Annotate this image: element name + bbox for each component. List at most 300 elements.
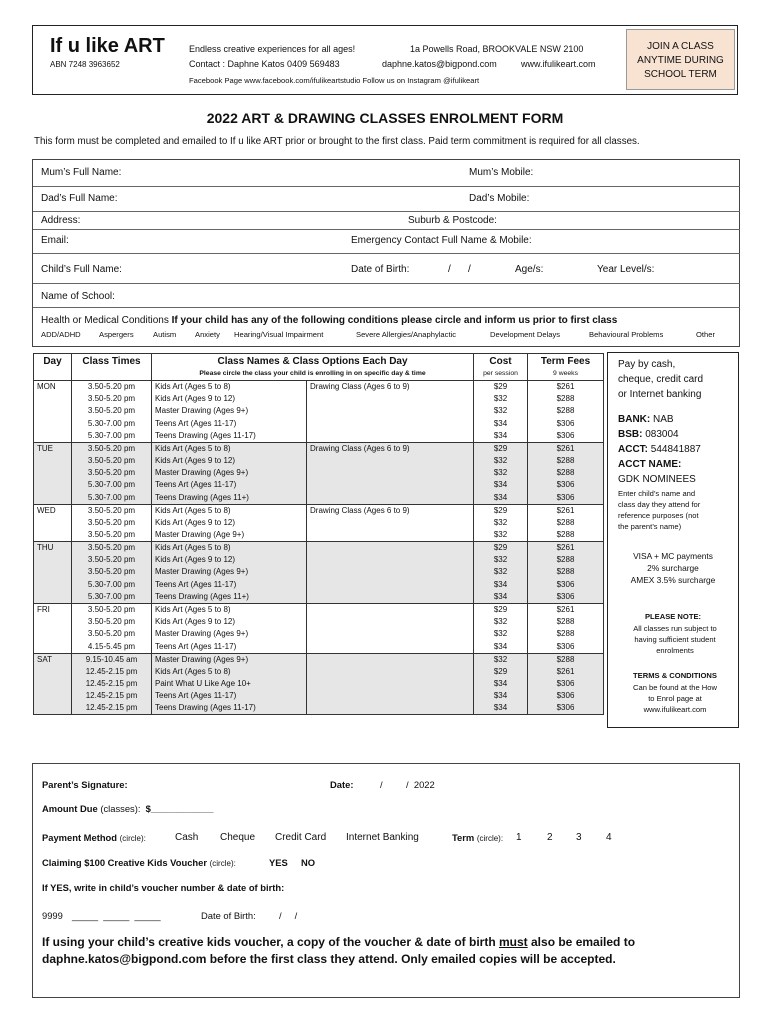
class-name-cell[interactable]: Teens Art (Ages 11-17)	[152, 479, 307, 491]
divider	[33, 186, 740, 187]
fee-cell: $288	[528, 628, 604, 640]
day-cell	[34, 628, 72, 640]
time-cell: 5.30-7.00 pm	[72, 479, 152, 491]
fee-cell: $261	[528, 381, 604, 394]
class-option-cell[interactable]	[307, 405, 474, 417]
amount-due-sub: (classes):	[100, 803, 141, 814]
class-option-cell[interactable]	[307, 628, 474, 640]
class-row[interactable]	[34, 616, 604, 628]
cost-cell: $29	[474, 381, 528, 394]
day-group-3	[34, 542, 604, 604]
amount-due-input[interactable]: $____________	[145, 803, 214, 814]
mum-name-field[interactable]: Mum’s Full Name:	[41, 167, 122, 178]
date-label: Date:	[330, 779, 354, 790]
note-line: having sufficient student	[634, 635, 716, 644]
cost-cell: $34	[474, 641, 528, 654]
class-name-cell[interactable]: Kids Art (Ages 5 to 8)	[152, 666, 307, 678]
fee-cell: $261	[528, 442, 604, 455]
class-row[interactable]	[34, 381, 604, 394]
condition-option[interactable]: Severe Allergies/Anaphylactic	[356, 330, 457, 339]
acct-name-label: ACCT NAME:	[618, 459, 682, 470]
class-row[interactable]	[34, 455, 604, 467]
class-name-cell[interactable]: Teens Art (Ages 11-17)	[152, 418, 307, 430]
payment-option-cash[interactable]: Cash	[175, 832, 199, 843]
voucher-instructions: If YES, write in child’s voucher number & date of birth:	[42, 882, 285, 893]
fee-cell: $288	[528, 393, 604, 405]
day-cell	[34, 492, 72, 505]
dad-mobile-field[interactable]: Dad’s Mobile:	[469, 193, 530, 204]
time-cell: 12.45-2.15 pm	[72, 690, 152, 702]
class-row[interactable]	[34, 579, 604, 591]
class-name-cell[interactable]: Teens Art (Ages 11-17)	[152, 641, 307, 654]
payment-method-row	[42, 832, 146, 843]
class-row[interactable]	[34, 628, 604, 640]
class-option-cell[interactable]	[307, 678, 474, 690]
class-row[interactable]	[34, 430, 604, 443]
divider	[33, 253, 740, 254]
time-cell: 12.45-2.15 pm	[72, 702, 152, 715]
condition-option[interactable]: ADD/ADHD	[41, 330, 81, 339]
dob-field[interactable]: Date of Birth:	[351, 264, 410, 275]
fee-cell: $261	[528, 542, 604, 555]
divider	[33, 307, 740, 308]
day-group-2	[34, 504, 604, 541]
fee-cell: $306	[528, 418, 604, 430]
time-cell: 3.50-5.20 pm	[72, 517, 152, 529]
cost-cell: $32	[474, 517, 528, 529]
contact: Contact : Daphne Katos 0409 569483	[189, 59, 340, 69]
payment-method-label: Payment Method	[42, 832, 118, 843]
bsb-line: BSB: 083004	[618, 429, 679, 440]
class-option-cell[interactable]	[307, 579, 474, 591]
class-row[interactable]	[34, 666, 604, 678]
day-cell	[34, 554, 72, 566]
cost-cell: $34	[474, 690, 528, 702]
term-label: Term	[452, 832, 475, 843]
voucher-prefix: 9999	[42, 910, 63, 921]
time-cell: 5.30-7.00 pm	[72, 418, 152, 430]
voucher-no-option[interactable]: NO	[301, 857, 316, 868]
divider	[33, 229, 740, 230]
pay-line: Pay by cash,	[618, 359, 676, 370]
fee-cell: $288	[528, 405, 604, 417]
class-row[interactable]	[34, 566, 604, 578]
cost-cell: $29	[474, 542, 528, 555]
day-cell	[34, 690, 72, 702]
condition-option[interactable]: Anxiety	[195, 330, 220, 339]
times-header: Class Times	[72, 354, 152, 381]
class-name-cell[interactable]: Master Drawing (Age 9+)	[152, 529, 307, 542]
class-option-cell[interactable]: Drawing Class (Ages 6 to 9)	[307, 381, 474, 394]
time-cell: 3.50-5.20 pm	[72, 442, 152, 455]
class-row[interactable]	[34, 702, 604, 715]
day-group-0	[34, 381, 604, 443]
class-option-cell[interactable]	[307, 479, 474, 491]
note-title: PLEASE NOTE:	[644, 612, 702, 621]
age-field[interactable]: Age/s:	[515, 264, 544, 275]
class-row[interactable]	[34, 418, 604, 430]
day-cell: THU	[34, 542, 72, 555]
time-cell: 12.45-2.15 pm	[72, 666, 152, 678]
day-cell: TUE	[34, 442, 72, 455]
fee-cell: $288	[528, 467, 604, 479]
time-cell: 3.50-5.20 pm	[72, 566, 152, 578]
day-cell	[34, 430, 72, 443]
surcharge-line: VISA + MC payments	[633, 551, 713, 561]
condition-option[interactable]: Autism	[153, 330, 177, 339]
email-link[interactable]: daphne.katos@bigpond.com	[382, 59, 497, 69]
condition-option[interactable]: Development Delays	[490, 330, 561, 339]
day-cell	[34, 418, 72, 430]
day-cell	[34, 517, 72, 529]
voucher-label: Claiming $100 Creative Kids Voucher	[42, 857, 207, 868]
cost-cell: $29	[474, 603, 528, 616]
suburb-field[interactable]: Suburb & Postcode:	[408, 215, 497, 226]
time-cell: 5.30-7.00 pm	[72, 591, 152, 604]
website-link[interactable]: www.ifulikeart.com	[521, 59, 596, 69]
fee-cell: $306	[528, 492, 604, 505]
voucher-email-note: If using your child’s creative kids voucher, a copy of the voucher & date of birth must also be emailed to daphne.katos@bigpond.com before the first class they attend. Only emailed copies will be accepted.	[42, 935, 636, 966]
day-cell	[34, 479, 72, 491]
day-cell	[34, 529, 72, 542]
class-option-cell[interactable]	[307, 603, 474, 616]
voucher-dob-input[interactable]: / /	[279, 910, 298, 921]
fee-cell: $306	[528, 591, 604, 604]
year-level-field[interactable]: Year Level/s:	[597, 264, 655, 275]
class-row[interactable]	[34, 690, 604, 702]
class-name-cell[interactable]: Kids Art (Ages 9 to 12)	[152, 455, 307, 467]
cost-cell: $34	[474, 479, 528, 491]
bank-line: BANK: NAB	[618, 414, 674, 425]
class-row[interactable]	[34, 393, 604, 405]
brand-name: If u like ART	[50, 35, 165, 57]
day-cell	[34, 591, 72, 604]
time-cell: 3.50-5.20 pm	[72, 603, 152, 616]
condition-option[interactable]: Behavioural Problems	[589, 330, 664, 339]
fee-cell: $288	[528, 616, 604, 628]
payment-option-cheque[interactable]: Cheque	[220, 832, 256, 843]
time-cell: 5.30-7.00 pm	[72, 430, 152, 443]
terms-line: Can be found at the How	[632, 683, 717, 692]
class-name-cell[interactable]: Paint What U Like Age 10+	[152, 678, 307, 690]
cost-cell: $34	[474, 591, 528, 604]
day-cell: FRI	[34, 603, 72, 616]
term-option-4[interactable]: 4	[606, 832, 612, 843]
class-row[interactable]	[34, 641, 604, 654]
surcharge-line: 2% surcharge	[647, 563, 699, 573]
voucher-row	[42, 857, 236, 868]
class-row[interactable]	[34, 405, 604, 417]
note-line: All classes run subject to	[633, 624, 717, 633]
term-row	[452, 832, 503, 843]
cost-cell: $32	[474, 467, 528, 479]
class-name-cell[interactable]: Teens Art (Ages 11-17)	[152, 690, 307, 702]
payment-method-sub: (circle):	[119, 834, 146, 843]
tagline: Endless creative experiences for all ages!	[189, 44, 356, 54]
join-line-1: JOIN A CLASS	[647, 41, 714, 52]
condition-option[interactable]: Aspergers	[99, 330, 134, 339]
class-option-cell[interactable]	[307, 542, 474, 555]
dob-slash: /	[448, 264, 451, 275]
day-cell: SAT	[34, 653, 72, 666]
class-option-cell[interactable]: Drawing Class (Ages 6 to 9)	[307, 442, 474, 455]
fee-cell: $306	[528, 641, 604, 654]
day-cell	[34, 566, 72, 578]
cost-cell: $32	[474, 628, 528, 640]
class-option-cell[interactable]	[307, 653, 474, 666]
cost-header: Cost per session	[474, 354, 528, 381]
ref-line: the parent’s name)	[618, 522, 682, 531]
condition-option[interactable]: Other	[696, 330, 715, 339]
day-cell	[34, 702, 72, 715]
cost-cell: $32	[474, 566, 528, 578]
class-name-cell[interactable]: Teens Art (Ages 11-17)	[152, 579, 307, 591]
cost-cell: $34	[474, 579, 528, 591]
class-name-cell[interactable]: Kids Art (Ages 5 to 8)	[152, 542, 307, 555]
class-name-cell[interactable]: Teens Drawing (Ages 11-17)	[152, 702, 307, 715]
time-cell: 3.50-5.20 pm	[72, 504, 152, 517]
terms-link[interactable]: www.ifulikeart.com	[643, 705, 707, 714]
class-name-cell[interactable]: Kids Art (Ages 9 to 12)	[152, 616, 307, 628]
class-option-cell[interactable]	[307, 455, 474, 467]
time-cell: 3.50-5.20 pm	[72, 554, 152, 566]
school-field[interactable]: Name of School:	[41, 291, 115, 302]
fee-cell: $288	[528, 455, 604, 467]
fee-cell: $288	[528, 566, 604, 578]
fee-cell: $261	[528, 666, 604, 678]
day-group-4	[34, 603, 604, 653]
class-row[interactable]	[34, 603, 604, 616]
day-header: Day	[34, 354, 72, 381]
time-cell: 9.15-10.45 am	[72, 653, 152, 666]
class-name-cell[interactable]: Teens Drawing (Ages 11-17)	[152, 430, 307, 443]
join-line-2: ANYTIME DURING	[637, 55, 724, 66]
note-line: enrolments	[656, 646, 694, 655]
mum-mobile-field[interactable]: Mum’s Mobile:	[469, 167, 534, 178]
class-name-cell[interactable]: Master Drawing (Ages 9+)	[152, 405, 307, 417]
fee-cell: $288	[528, 517, 604, 529]
term-sub: (circle):	[476, 834, 504, 843]
class-option-cell[interactable]	[307, 529, 474, 542]
class-name-cell[interactable]: Master Drawing (Ages 9+)	[152, 628, 307, 640]
class-option-cell[interactable]	[307, 666, 474, 678]
class-row[interactable]	[34, 492, 604, 505]
cost-cell: $29	[474, 442, 528, 455]
fee-cell: $261	[528, 603, 604, 616]
class-name-cell[interactable]: Kids Art (Ages 5 to 8)	[152, 381, 307, 394]
class-row[interactable]	[34, 442, 604, 455]
condition-option[interactable]: Hearing/Visual Impairment	[234, 330, 324, 339]
day-cell	[34, 405, 72, 417]
time-cell: 5.30-7.00 pm	[72, 492, 152, 505]
class-row[interactable]	[34, 529, 604, 542]
cost-cell: $29	[474, 504, 528, 517]
class-name-cell[interactable]: Kids Art (Ages 9 to 12)	[152, 554, 307, 566]
class-row[interactable]	[34, 591, 604, 604]
class-option-cell[interactable]	[307, 430, 474, 443]
voucher-yes-option[interactable]: YES	[269, 857, 288, 868]
fee-cell: $306	[528, 579, 604, 591]
voucher-number-input[interactable]: _____ _____ _____	[72, 910, 161, 921]
day-cell	[34, 666, 72, 678]
date-field[interactable]: / / 2022	[380, 779, 435, 790]
cost-cell: $34	[474, 492, 528, 505]
class-row[interactable]	[34, 467, 604, 479]
cost-cell: $32	[474, 616, 528, 628]
cost-cell: $32	[474, 455, 528, 467]
payment-option-internet-banking[interactable]: Internet Banking	[346, 832, 419, 843]
dob-slash: /	[468, 264, 471, 275]
day-cell	[34, 393, 72, 405]
cost-cell: $34	[474, 418, 528, 430]
cost-cell: $32	[474, 393, 528, 405]
class-option-cell[interactable]	[307, 554, 474, 566]
fee-cell: $306	[528, 678, 604, 690]
fees-header: Term Fees 9 weeks	[528, 354, 604, 381]
cost-cell: $32	[474, 529, 528, 542]
form-title: 2022 ART & DRAWING CLASSES ENROLMENT FORM	[206, 110, 564, 126]
time-cell: 5.30-7.00 pm	[72, 579, 152, 591]
class-name-cell[interactable]: Teens Drawing (Ages 11+)	[152, 492, 307, 505]
fee-cell: $288	[528, 554, 604, 566]
class-option-cell[interactable]	[307, 690, 474, 702]
fee-cell: $306	[528, 690, 604, 702]
class-row[interactable]	[34, 504, 604, 517]
class-name-cell[interactable]: Kids Art (Ages 9 to 12)	[152, 517, 307, 529]
time-cell: 3.50-5.20 pm	[72, 455, 152, 467]
time-cell: 3.50-5.20 pm	[72, 616, 152, 628]
emergency-contact-field[interactable]: Emergency Contact Full Name & Mobile:	[351, 235, 532, 246]
cost-cell: $34	[474, 678, 528, 690]
health-heading	[41, 315, 617, 326]
time-cell: 3.50-5.20 pm	[72, 628, 152, 640]
fee-cell: $306	[528, 702, 604, 715]
class-option-cell[interactable]	[307, 702, 474, 715]
health-label: Health or Medical Conditions	[41, 315, 169, 326]
class-row[interactable]	[34, 542, 604, 555]
voucher-dob-label: Date of Birth:	[201, 910, 256, 921]
amount-due-row	[42, 803, 213, 814]
day-cell	[34, 467, 72, 479]
class-option-cell[interactable]	[307, 566, 474, 578]
surcharge-line: AMEX 3.5% surcharge	[630, 575, 716, 585]
divider	[33, 211, 740, 212]
day-cell: WED	[34, 504, 72, 517]
time-cell: 3.50-5.20 pm	[72, 381, 152, 394]
time-cell: 3.50-5.20 pm	[72, 467, 152, 479]
fee-cell: $288	[528, 653, 604, 666]
term-option-3[interactable]: 3	[576, 832, 582, 843]
class-name-cell[interactable]: Master Drawing (Ages 9+)	[152, 566, 307, 578]
term-option-2[interactable]: 2	[547, 832, 553, 843]
fee-cell: $306	[528, 479, 604, 491]
voucher-sub: (circle):	[209, 859, 236, 868]
cost-cell: $29	[474, 666, 528, 678]
time-cell: 12.45-2.15 pm	[72, 678, 152, 690]
form-intro: This form must be completed and emailed to If u like ART prior or brought to the first class. Paid term commitment is required for all classes.	[34, 136, 640, 147]
cost-cell: $32	[474, 405, 528, 417]
fee-cell: $261	[528, 504, 604, 517]
fee-cell: $288	[528, 529, 604, 542]
ref-line: Enter child’s name and	[618, 489, 696, 498]
join-badge	[626, 29, 735, 90]
pay-line: cheque, credit card	[618, 374, 704, 385]
class-name-cell[interactable]: Teens Drawing (Ages 11+)	[152, 591, 307, 604]
time-cell: 3.50-5.20 pm	[72, 529, 152, 542]
address: 1a Powells Road, BROOKVALE NSW 2100	[410, 44, 584, 54]
payment-info-box	[607, 352, 739, 728]
class-name-cell[interactable]: Kids Art (Ages 9 to 12)	[152, 393, 307, 405]
class-schedule-table	[33, 353, 604, 715]
class-name-cell[interactable]: Kids Art (Ages 5 to 8)	[152, 504, 307, 517]
time-cell: 3.50-5.20 pm	[72, 405, 152, 417]
acct-name: GDK NOMINEES	[618, 474, 696, 485]
time-cell: 3.50-5.20 pm	[72, 393, 152, 405]
cost-cell: $32	[474, 653, 528, 666]
pay-line: or Internet banking	[618, 389, 702, 400]
class-row[interactable]	[34, 554, 604, 566]
class-option-cell[interactable]: Drawing Class (Ages 6 to 9)	[307, 504, 474, 517]
day-cell	[34, 678, 72, 690]
time-cell: 4.15-5.45 pm	[72, 641, 152, 654]
class-name-cell[interactable]: Kids Art (Ages 5 to 8)	[152, 603, 307, 616]
cost-cell: $32	[474, 554, 528, 566]
terms-title: TERMS & CONDITIONS	[633, 671, 717, 680]
day-cell	[34, 641, 72, 654]
health-instructions: If your child has any of the following conditions please circle and inform us prior to first class	[171, 315, 618, 326]
day-cell	[34, 455, 72, 467]
cost-cell: $34	[474, 430, 528, 443]
child-name-field[interactable]: Child’s Full Name:	[41, 264, 122, 275]
acct-line: ACCT: 544841887	[618, 444, 701, 455]
class-name-cell[interactable]: Master Drawing (Ages 9+)	[152, 467, 307, 479]
payment-option-credit-card[interactable]: Credit Card	[275, 832, 327, 843]
day-cell	[34, 616, 72, 628]
class-name-cell[interactable]: Master Drawing (Ages 9+)	[152, 653, 307, 666]
class-row[interactable]	[34, 678, 604, 690]
class-option-cell[interactable]	[307, 418, 474, 430]
divider	[33, 283, 740, 284]
class-row[interactable]	[34, 479, 604, 491]
class-option-cell[interactable]	[307, 591, 474, 604]
signature-field[interactable]: Parent’s Signature:	[42, 779, 128, 790]
abn: ABN 7248 3963652	[50, 60, 120, 69]
class-option-cell[interactable]	[307, 467, 474, 479]
term-option-1[interactable]: 1	[516, 832, 522, 843]
ref-line: reference purposes (not	[618, 511, 699, 520]
day-group-5	[34, 653, 604, 715]
terms-line: to Enrol page at	[648, 694, 702, 703]
social-links: Facebook Page www.facebook.com/ifulikeartstudio Follow us on Instagram @ifulikeart	[189, 76, 480, 85]
fee-cell: $306	[528, 430, 604, 443]
ref-line: class day they attend for	[618, 500, 701, 509]
class-row[interactable]	[34, 653, 604, 666]
class-option-cell[interactable]	[307, 492, 474, 505]
class-option-cell[interactable]	[307, 517, 474, 529]
amount-due-label: Amount Due	[42, 803, 98, 814]
day-group-1	[34, 442, 604, 504]
class-row[interactable]	[34, 517, 604, 529]
address-field[interactable]: Address:	[41, 215, 81, 226]
dad-name-field[interactable]: Dad’s Full Name:	[41, 193, 118, 204]
time-cell: 3.50-5.20 pm	[72, 542, 152, 555]
class-option-cell[interactable]	[307, 641, 474, 654]
class-option-cell[interactable]	[307, 393, 474, 405]
class-name-cell[interactable]: Kids Art (Ages 5 to 8)	[152, 442, 307, 455]
email-field[interactable]: Email:	[41, 235, 69, 246]
class-option-cell[interactable]	[307, 616, 474, 628]
classes-header: Class Names & Class Options Each Day Please circle the class your child is enrolling in on specific day & time	[152, 354, 474, 381]
